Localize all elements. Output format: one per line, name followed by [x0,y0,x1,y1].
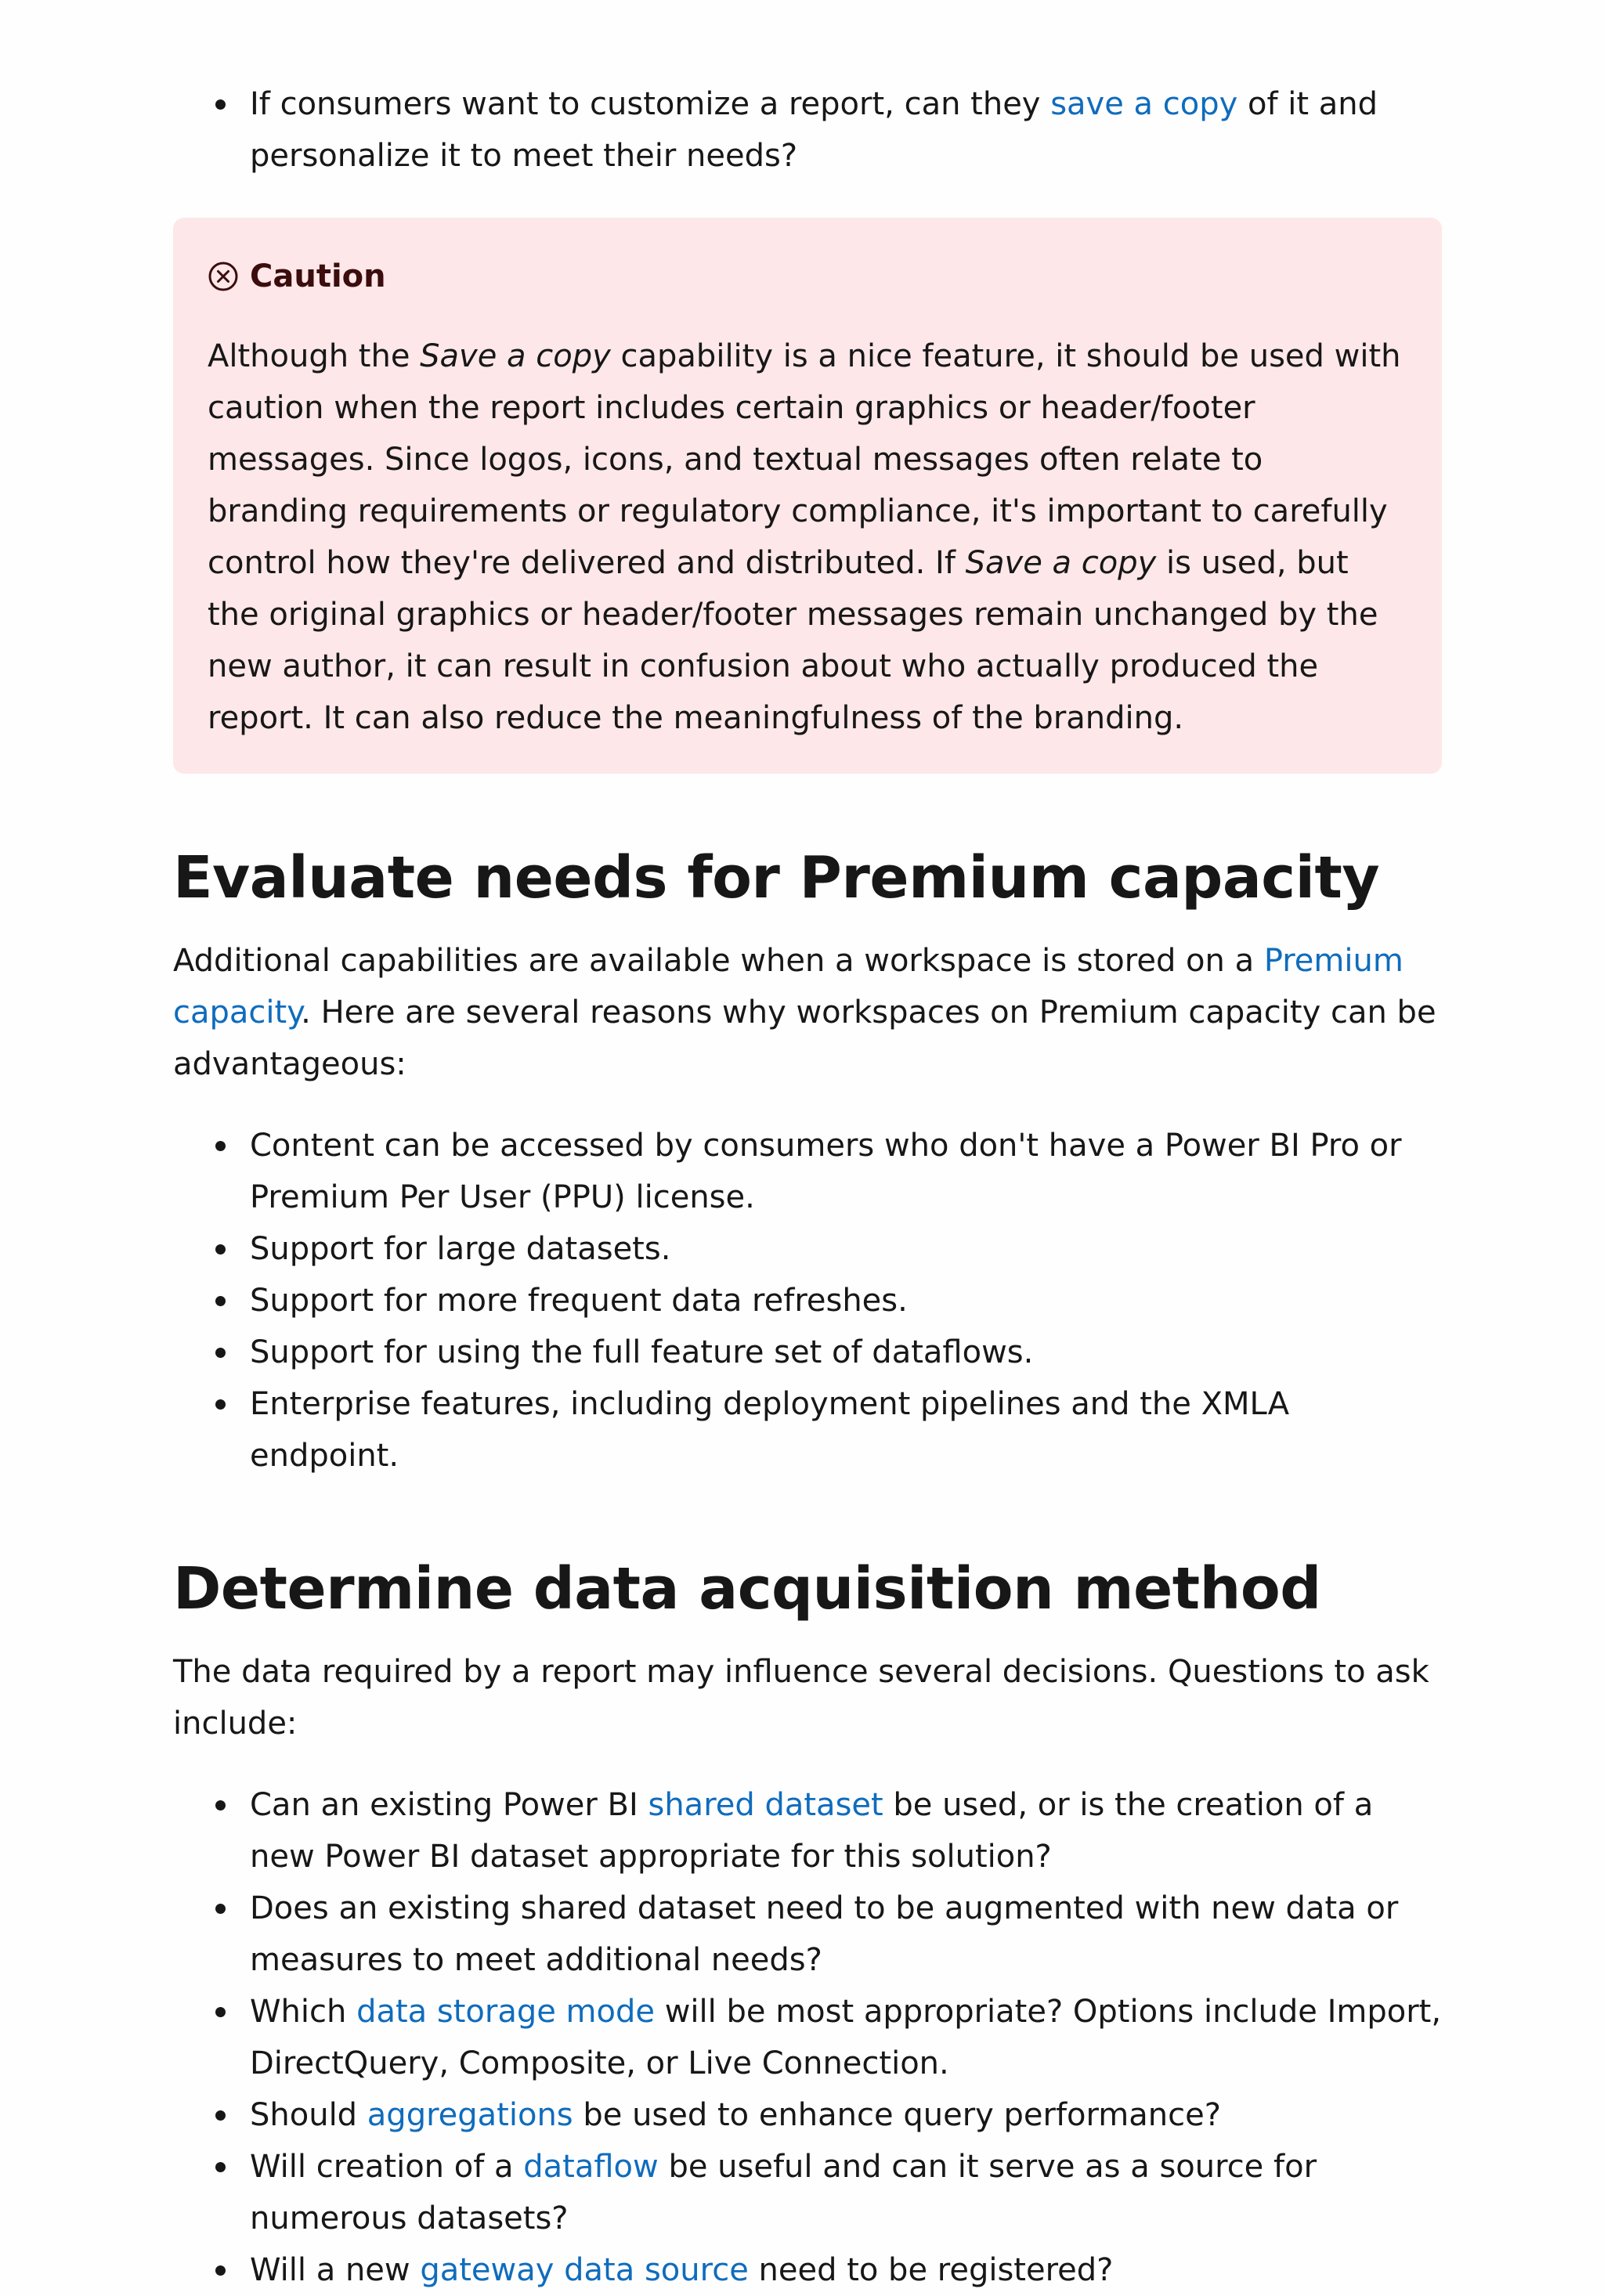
data-acquisition-heading: Determine data acquisition method [173,1555,1321,1623]
list-item: Can an existing Power BI shared dataset be used, or is the creation of a new Power BI dataset appropriate for this solution? [250,1779,1442,1883]
shared-dataset-link[interactable]: shared dataset [648,1787,883,1823]
list-item: Support for using the full feature set of dataflows. [250,1327,1442,1378]
caution-header [208,257,1407,296]
list-item: Should aggregations be used to enhance query performance? [250,2089,1442,2141]
caution-text: Although the Save a copy capability is a nice feature, it should be used with caution when the report includes certain graphics or header/footer messages. Since logos, icons, and textual messages often relate to branding requirements or regulatory compliance, it's important to carefully control how they're delivered and distributed. If Save a copy is used, but the original graphics or header/footer messages remain unchanged by the new author, it can result in confusion about who actually produced the report. It can also reduce the meaningfulness of the branding. [208,338,1401,736]
circle-x-icon [208,261,239,292]
list-item: Does an existing shared dataset need to be augmented with new data or measures to meet additional needs? [250,1883,1442,1986]
premium-intro: Additional capabilities are available when a workspace is stored on a Premium capacity. Here are several reasons why workspaces on Premium capacity can be advantageous: [173,943,1436,1082]
premium-heading: Evaluate needs for Premium capacity [173,844,1380,912]
consumer-questions-list [173,78,1442,182]
save-a-copy-link[interactable]: save a copy [1050,86,1238,122]
data-acquisition-questions-list [173,1779,1442,2296]
premium-capacity-link[interactable]: Premium capacity [173,943,1404,1031]
data-storage-mode-link[interactable]: data storage mode [356,1994,655,2030]
list-item: Which data storage mode will be most appropriate? Options include Import, DirectQuery, Composite, or Live Connection. [250,1986,1442,2089]
dataflow-link[interactable]: dataflow [523,2149,659,2185]
caution-alert [173,218,1442,774]
data-acquisition-intro: The data required by a report may influence several decisions. Questions to ask include: [173,1654,1429,1742]
list-item: Support for large datasets. [250,1223,1442,1275]
list-item: Enterprise features, including deployment pipelines and the XMLA endpoint. [250,1378,1442,1482]
caution-title: Caution [250,258,386,294]
list-item: Will a new gateway data source need to be registered? [250,2244,1442,2296]
premium-reasons-list [173,1120,1442,1482]
list-item: If consumers want to customize a report, can they save a copy of it and personalize it to meet their needs? [250,78,1442,182]
list-item: Content can be accessed by consumers who don't have a Power BI Pro or Premium Per User (PPU) license. [250,1120,1442,1223]
list-item: Support for more frequent data refreshes. [250,1275,1442,1327]
aggregations-link[interactable]: aggregations [367,2097,573,2133]
list-item: Will creation of a dataflow be useful and can it serve as a source for numerous datasets? [250,2141,1442,2244]
article-content [173,78,1442,2296]
gateway-data-source-link[interactable]: gateway data source [420,2252,749,2288]
